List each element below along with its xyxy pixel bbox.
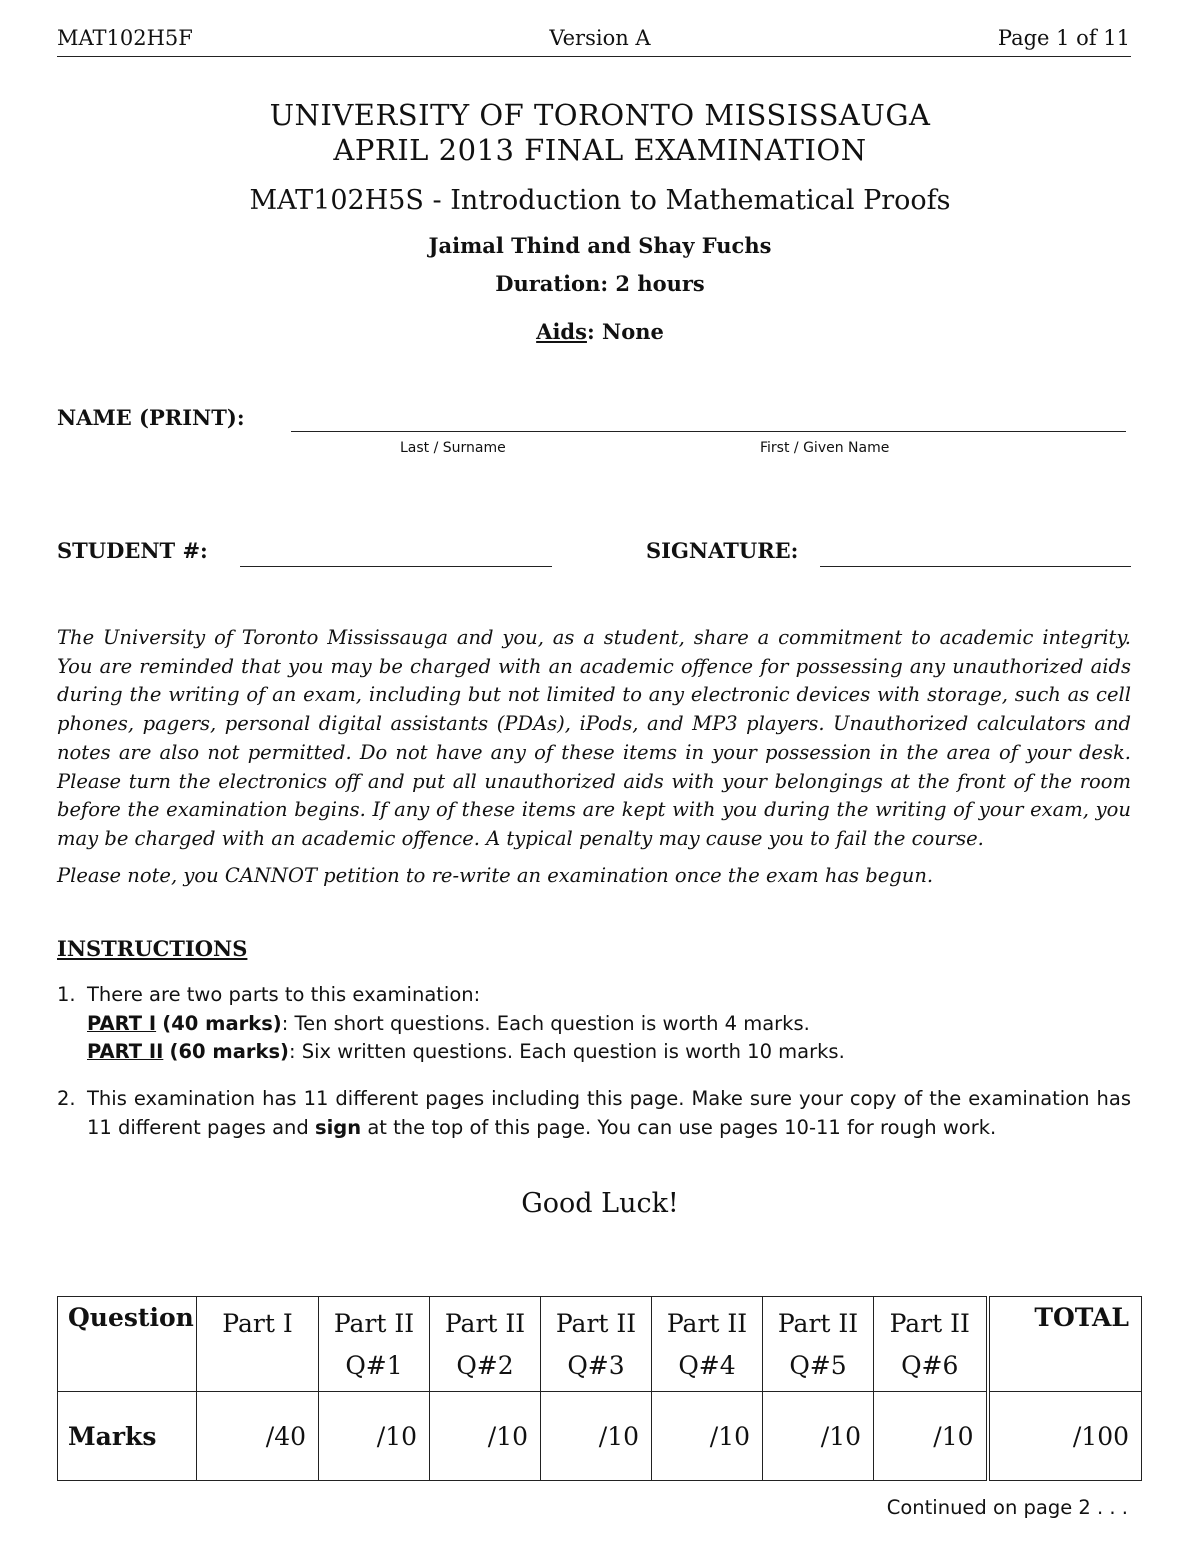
- student-number-line[interactable]: [240, 566, 552, 567]
- table-header-row: [58, 1297, 1142, 1392]
- integrity-paragraph: The University of Toronto Mississauga and you, as a student, share a commitment to academic integrity. You are reminded that you may be charged with an academic offence for possessing any unauthorized aids during the writing of an exam, including but not limited to any electronic devices with storage, such as cell phones, pagers, personal digital assistants (PDAs), iPods, and MP3 players. Unauthorized calculators and notes are also not permitted. Do not have any of these items in your possession in the area of your desk. Please turn the electronics off and put all unauthorized aids with your belongings at the front of the room before the examination begins. If any of these items are kept with you during the writing of your exam, you may be charged with an academic offence. A typical penalty may cause you to fail the course.: [57, 626, 1131, 850]
- mark-cell-q5[interactable]: /10: [763, 1392, 874, 1481]
- instruction-1-text: There are two parts to this examination:: [87, 983, 481, 1006]
- signature-label: SIGNATURE:: [646, 538, 799, 563]
- mark-cell-q1[interactable]: /10: [319, 1392, 430, 1481]
- university-title: UNIVERSITY OF TORONTO MISSISSAUGA: [269, 98, 931, 132]
- instruction-1-number: 1.: [57, 983, 76, 1006]
- aids-label: Aids: [536, 319, 587, 344]
- col-q4-header: [652, 1297, 763, 1392]
- header-version: Version A: [549, 26, 651, 50]
- instruction-2-sign: sign: [314, 1115, 362, 1139]
- aids-line: [0, 319, 1200, 344]
- continued-footer: Continued on page 2 . . .: [886, 1496, 1128, 1519]
- name-input-line[interactable]: [291, 431, 1126, 432]
- header-rule: [57, 56, 1131, 57]
- header-page-number: Page 1 of 11: [997, 26, 1130, 50]
- first-name-caption: First / Given Name: [760, 440, 890, 456]
- part2-line: [87, 1038, 1131, 1067]
- marks-table: [57, 1296, 1142, 1481]
- instruction-2-text-b: at the top of this page. You can use pages 10-11 for rough work.: [361, 1115, 997, 1139]
- petition-note: Please note, you CANNOT petition to re-write an examination once the exam has begun.: [57, 864, 934, 887]
- signature-line[interactable]: [820, 566, 1131, 567]
- col-q2-line2: Q#2: [456, 1351, 514, 1380]
- instruction-1: [87, 981, 1131, 1067]
- part1-label: PART I: [87, 1011, 157, 1035]
- instruction-2-number: 2.: [57, 1087, 76, 1110]
- mark-cell-q4[interactable]: /10: [652, 1392, 763, 1481]
- good-luck: Good Luck!: [521, 1188, 679, 1219]
- aids-value: : None: [586, 319, 664, 344]
- part1-text: : Ten short questions. Each question is worth 4 marks.: [281, 1011, 810, 1035]
- mark-cell-part1[interactable]: /40: [197, 1392, 319, 1481]
- part1-line: [87, 1010, 1131, 1039]
- last-name-caption: Last / Surname: [400, 440, 506, 456]
- col-q4-line2: Q#4: [678, 1351, 736, 1380]
- col-q6-line2: Q#6: [901, 1351, 959, 1380]
- student-number-label: STUDENT #:: [57, 538, 208, 563]
- col-q3-header: [541, 1297, 652, 1392]
- col-q5-line1: Part II: [777, 1309, 859, 1338]
- col-part1-line1: Part I: [222, 1309, 293, 1338]
- col-q3-line1: Part II: [555, 1309, 637, 1338]
- col-q3-line2: Q#3: [567, 1351, 625, 1380]
- col-q5-line2: Q#5: [789, 1351, 847, 1380]
- part1-marks: (40 marks): [162, 1011, 282, 1035]
- mark-cell-q6[interactable]: /10: [874, 1392, 988, 1481]
- col-q1-line1: Part II: [333, 1309, 415, 1338]
- exam-title: APRIL 2013 FINAL EXAMINATION: [333, 133, 867, 167]
- col-q1-line2: Q#1: [345, 1351, 403, 1380]
- mark-cell-total[interactable]: /100: [988, 1392, 1142, 1481]
- course-title: MAT102H5S - Introduction to Mathematical Proofs: [249, 185, 951, 216]
- table-marks-row: [58, 1392, 1142, 1481]
- col-q5-header: [763, 1297, 874, 1392]
- name-label: NAME (PRINT):: [57, 405, 245, 430]
- col-part1-header: [197, 1297, 319, 1392]
- part2-text: : Six written questions. Each question is worth 10 marks.: [288, 1040, 845, 1063]
- question-header: Question: [58, 1297, 197, 1392]
- col-q1-header: [319, 1297, 430, 1392]
- part2-marks: (60 marks): [169, 1040, 289, 1063]
- instruction-2-text-a: This examination has 11 different pages including this page. Make sure your copy of the examination has 11 different pages and: [87, 1087, 1131, 1139]
- col-q2-line1: Part II: [444, 1309, 526, 1338]
- part2-label: PART II: [87, 1040, 164, 1063]
- marks-row-label: Marks: [58, 1392, 197, 1481]
- total-header: TOTAL: [988, 1297, 1142, 1392]
- instruction-2: [87, 1085, 1131, 1142]
- col-q6-line1: Part II: [889, 1309, 970, 1338]
- instructors: Jaimal Thind and Shay Fuchs: [428, 233, 772, 258]
- header-course-code: MAT102H5F: [57, 26, 193, 50]
- col-q2-header: [430, 1297, 541, 1392]
- col-q4-line1: Part II: [666, 1309, 748, 1338]
- duration: Duration: 2 hours: [495, 271, 705, 296]
- col-q6-header: [874, 1297, 988, 1392]
- mark-cell-q3[interactable]: /10: [541, 1392, 652, 1481]
- mark-cell-q2[interactable]: /10: [430, 1392, 541, 1481]
- instructions-heading: INSTRUCTIONS: [57, 936, 248, 961]
